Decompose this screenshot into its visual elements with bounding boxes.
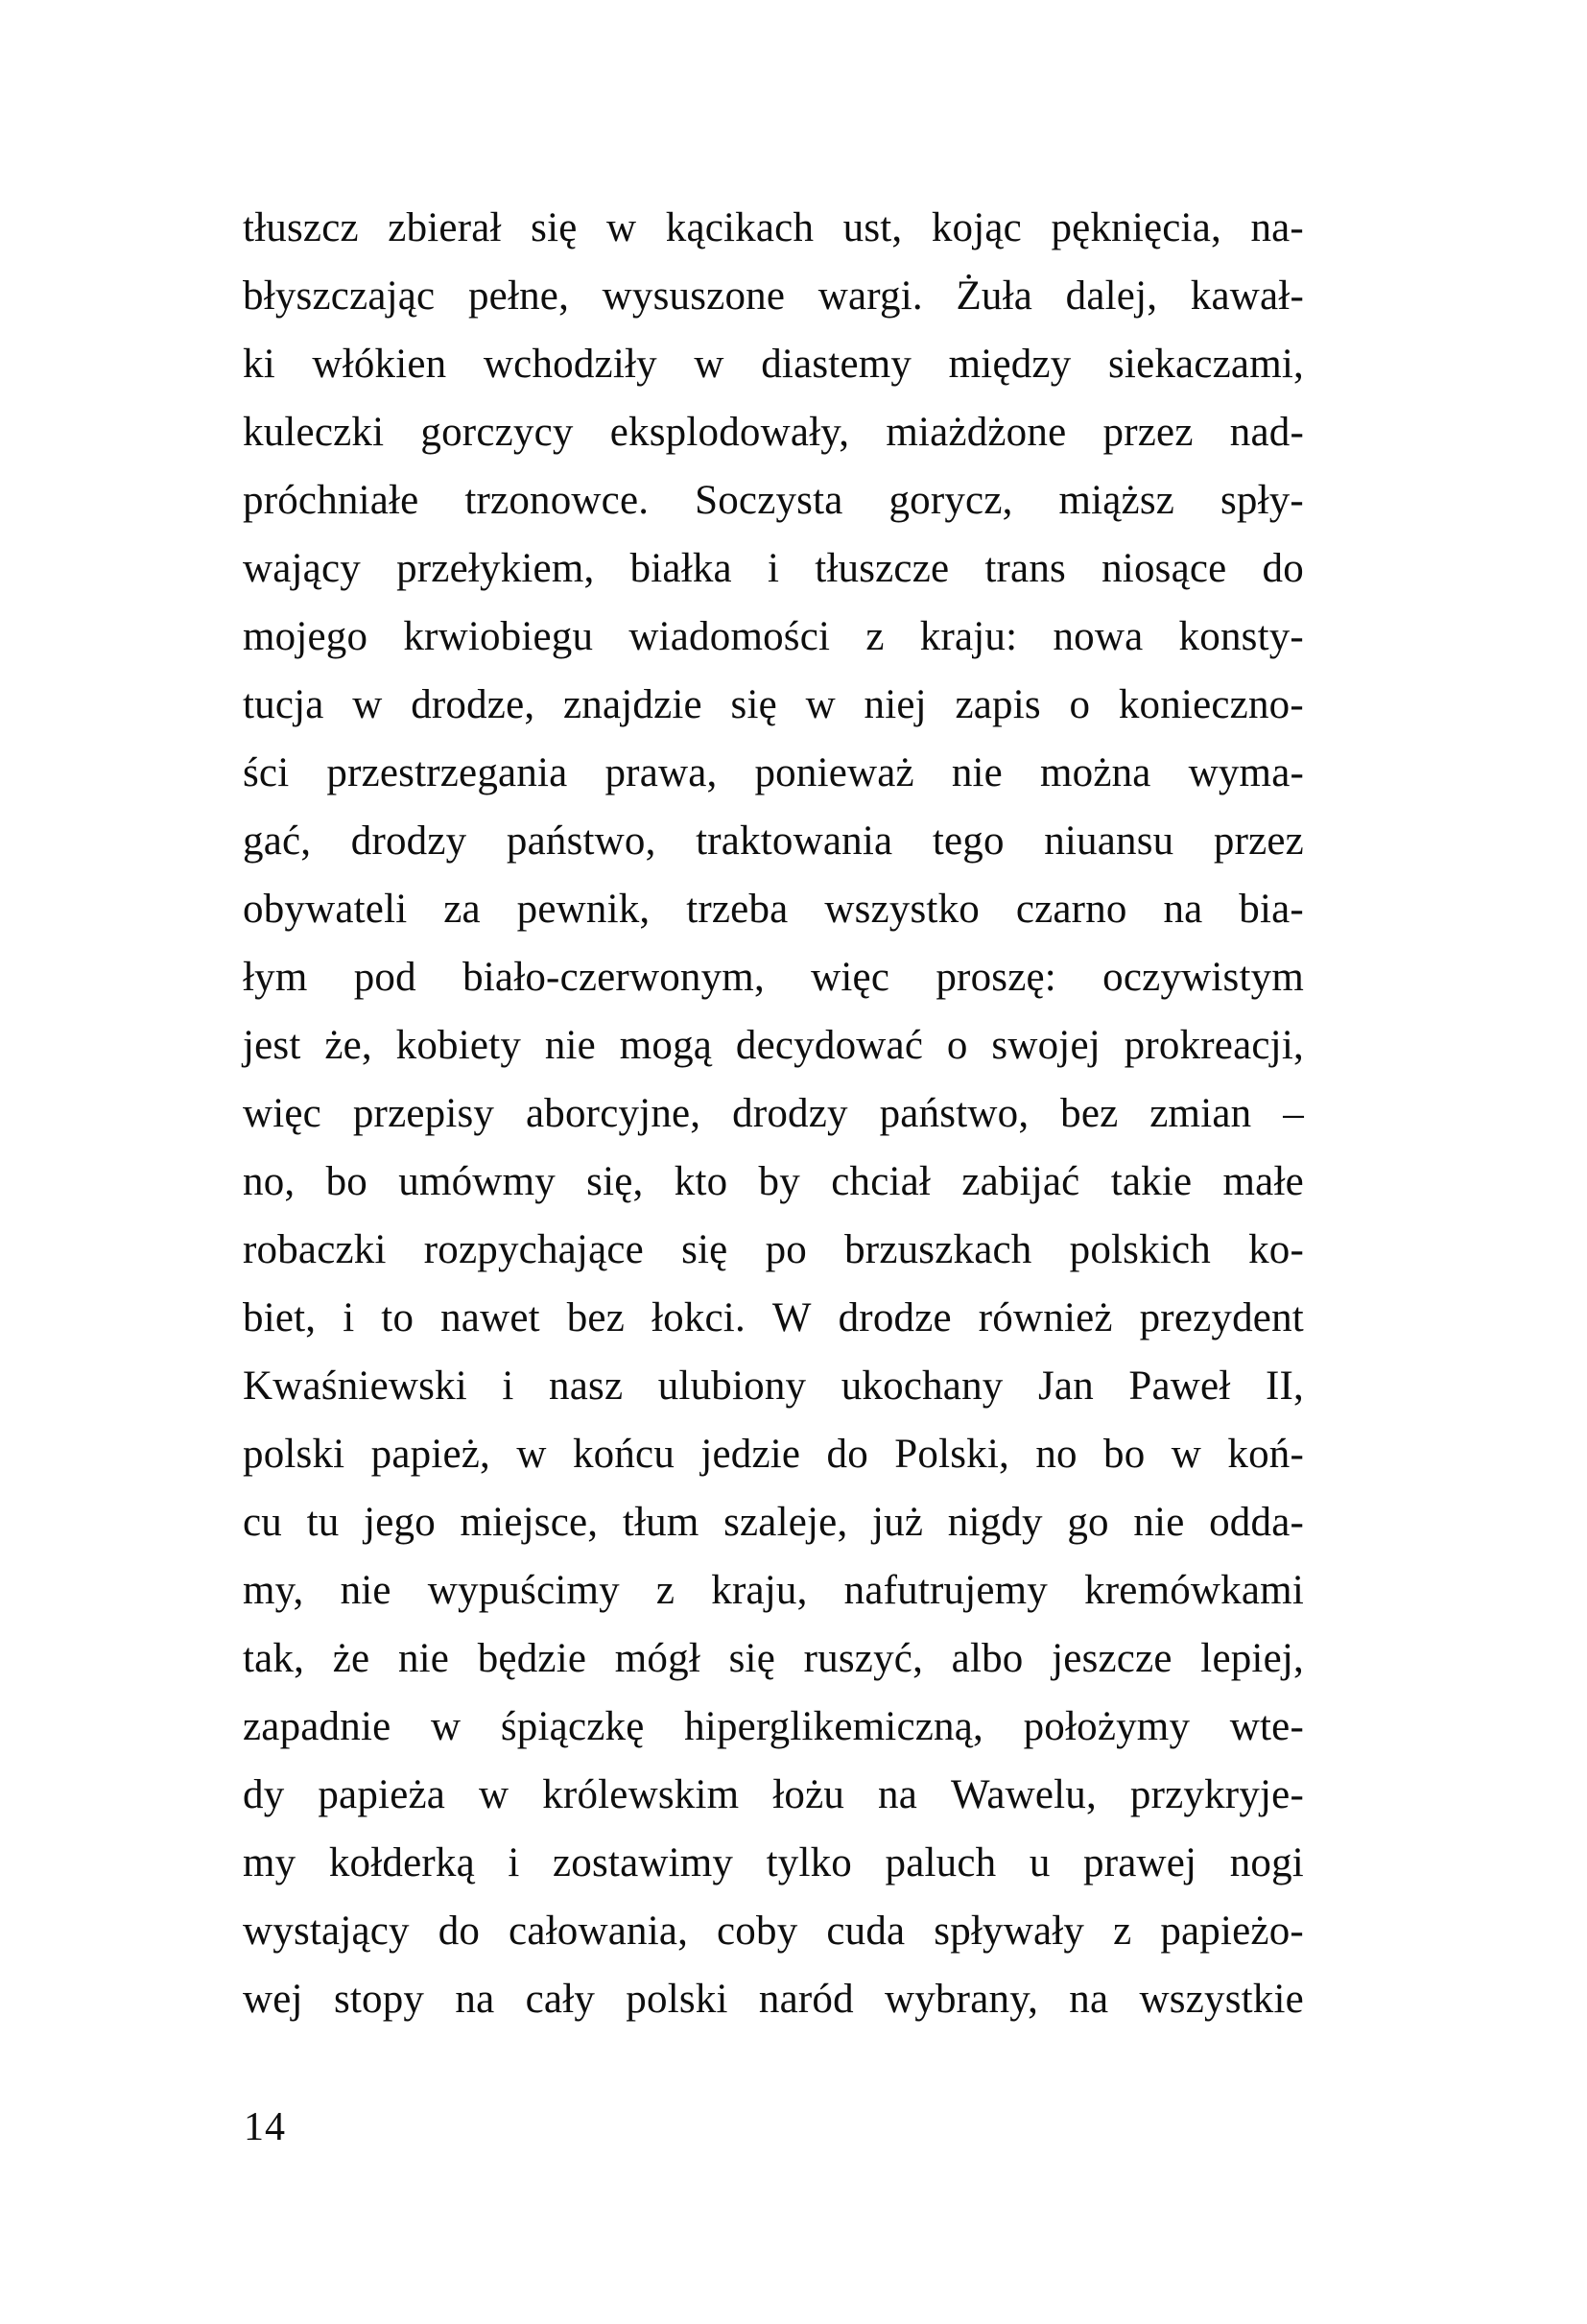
word: robaczki (243, 1227, 387, 1272)
word: drodzy (350, 818, 467, 864)
word: się, (586, 1159, 644, 1204)
word: bez (1060, 1091, 1119, 1136)
word: hiperglikemiczną, (684, 1704, 983, 1749)
word: ukochany (841, 1364, 1004, 1409)
word: i (502, 1364, 514, 1409)
word: prokreacji, (1124, 1023, 1304, 1068)
word: w (1171, 1432, 1202, 1477)
text-line (243, 1284, 1304, 1352)
word: z (1113, 1909, 1132, 1954)
word: ruszyć, (803, 1636, 924, 1681)
word: że, (324, 1023, 372, 1068)
word: trzonowce. (464, 478, 650, 523)
text-line (243, 1624, 1304, 1693)
word: eksplodowały, (609, 410, 850, 455)
word: ko- (1248, 1227, 1304, 1272)
text-line (243, 1079, 1304, 1148)
word: pod (353, 955, 416, 1000)
word: gać, (243, 818, 312, 864)
word: tłum (622, 1500, 699, 1545)
word: do (826, 1432, 868, 1477)
word: zostawimy (553, 1840, 734, 1885)
word: dy (243, 1772, 285, 1817)
word: nie (397, 1636, 450, 1681)
word: swojej (991, 1023, 1101, 1068)
word: państwo, (506, 818, 656, 864)
word: prawej (1083, 1840, 1197, 1885)
word: jeszcze (1052, 1636, 1172, 1681)
word: no (1035, 1432, 1078, 1477)
text-line (243, 398, 1304, 466)
word: my, (243, 1568, 304, 1613)
text-line (243, 1897, 1304, 1965)
word: nie (340, 1568, 391, 1613)
word: kawał- (1190, 273, 1304, 319)
word: zbierał (388, 205, 502, 250)
text-line (243, 603, 1304, 671)
word: traktowania (696, 818, 893, 864)
word: ści (243, 750, 290, 795)
text-line (243, 534, 1304, 603)
word: II, (1265, 1364, 1304, 1409)
word: to (381, 1295, 415, 1340)
word: stopy (333, 1977, 425, 2022)
text-line (243, 1761, 1304, 1829)
word: wargi. (817, 273, 923, 319)
word: również (978, 1295, 1113, 1340)
word: wypuścimy (427, 1568, 620, 1613)
text-line (243, 671, 1304, 739)
word: proszę: (936, 955, 1056, 1000)
text-line (243, 1420, 1304, 1488)
text-line (243, 1216, 1304, 1284)
text-line (243, 1488, 1304, 1556)
word: my (243, 1840, 296, 1885)
word: rozpychające (423, 1227, 644, 1272)
word: nawet (440, 1295, 540, 1340)
text-line (243, 739, 1304, 807)
word: do (1262, 546, 1304, 591)
word: odda- (1209, 1500, 1304, 1545)
word: go (1067, 1500, 1109, 1545)
word: białka (629, 546, 732, 591)
word: wszystkie (1139, 1977, 1304, 2022)
word: Polski, (894, 1432, 1009, 1477)
word: nie (951, 750, 1003, 795)
word: przez (1102, 410, 1194, 455)
word: wysuszone (602, 273, 786, 319)
word: kto (674, 1159, 728, 1204)
word: niosące (1101, 546, 1227, 591)
word: mógł (614, 1636, 700, 1681)
text-line (243, 1965, 1304, 2033)
text-line (243, 1352, 1304, 1420)
word: i (508, 1840, 520, 1885)
word: ust, (842, 205, 903, 250)
word: tucja (243, 682, 324, 727)
word: końcu (572, 1432, 675, 1477)
word: wający (243, 546, 361, 591)
word: aborcyjne, (525, 1091, 701, 1136)
word: po (765, 1227, 807, 1272)
word: wte- (1229, 1704, 1304, 1749)
word: gorczycy (420, 410, 574, 455)
word: Paweł (1128, 1364, 1231, 1409)
word: pełne, (467, 273, 570, 319)
word: jego (364, 1500, 436, 1545)
word: wej (243, 1977, 303, 2022)
word: przykryje- (1129, 1772, 1304, 1817)
word: konsty- (1178, 614, 1304, 659)
word: w (352, 682, 383, 727)
word: Kwaśniewski (243, 1364, 467, 1409)
word: wystający (243, 1909, 410, 1954)
word: dalej, (1065, 273, 1158, 319)
word: się (728, 1636, 775, 1681)
word: Jan (1037, 1364, 1094, 1409)
word: za (443, 887, 481, 932)
word: pewnik, (516, 887, 651, 932)
word: o (946, 1023, 968, 1068)
word: zapadnie (243, 1704, 391, 1749)
word: kącikach (665, 205, 815, 250)
word: wyma- (1188, 750, 1304, 795)
word: i (343, 1295, 355, 1340)
word: przez (1213, 818, 1304, 864)
word: nafutrujemy (843, 1568, 1049, 1613)
word: mojego (243, 614, 368, 659)
word: nad- (1229, 410, 1304, 455)
word: łym (243, 955, 308, 1000)
word: zapis (955, 682, 1041, 727)
word: próchniałe (243, 478, 419, 523)
text-line (243, 466, 1304, 534)
word: tłuszcze (815, 546, 950, 591)
word: kuleczki (243, 410, 385, 455)
word: w (694, 342, 724, 387)
word: bez (566, 1295, 626, 1340)
word: już (872, 1500, 924, 1545)
text-line (243, 1011, 1304, 1079)
word: u (1029, 1840, 1051, 1885)
word: na (1069, 1977, 1109, 2022)
word: oczywistym (1102, 955, 1304, 1000)
word: cały (525, 1977, 596, 2022)
word: nie (1133, 1500, 1185, 1545)
word: w (479, 1772, 509, 1817)
word: polski (626, 1977, 728, 2022)
word: wybrany, (885, 1977, 1039, 2022)
word: biet, (243, 1295, 317, 1340)
word: błyszczając (243, 273, 436, 319)
word: kraju, (711, 1568, 808, 1613)
word: tu (306, 1500, 340, 1545)
word: siekaczami, (1107, 342, 1304, 387)
word: ulubiony (657, 1364, 807, 1409)
word: polskich (1069, 1227, 1211, 1272)
word: tłuszcz (243, 205, 359, 250)
word: bia- (1239, 887, 1304, 932)
text-line (243, 330, 1304, 398)
word: śpiączkę (500, 1704, 645, 1749)
word: spły- (1220, 478, 1304, 523)
word: więc (243, 1091, 321, 1136)
word: kremówkami (1084, 1568, 1304, 1613)
word: W (771, 1295, 812, 1340)
word: się (730, 682, 777, 727)
word: szaleje, (723, 1500, 848, 1545)
word: spływały (934, 1909, 1085, 1954)
word: nasz (549, 1364, 624, 1409)
word: więc (811, 955, 890, 1000)
word: tego (932, 818, 1005, 864)
word: gorycz, (888, 478, 1013, 523)
word: paluch (885, 1840, 997, 1885)
word: ponieważ (754, 750, 914, 795)
word: koń- (1227, 1432, 1304, 1477)
word: chciał (831, 1159, 932, 1204)
word: kobiety (395, 1023, 522, 1068)
word: naród (758, 1977, 854, 2022)
word: na (455, 1977, 495, 2022)
word: takie (1110, 1159, 1193, 1204)
word: całowania, (509, 1909, 689, 1954)
word: miejsce, (460, 1500, 599, 1545)
word: by (758, 1159, 800, 1204)
word: miażdżone (886, 410, 1067, 455)
word: kołderką (328, 1840, 475, 1885)
word: i (767, 546, 780, 591)
word: przepisy (352, 1091, 495, 1136)
word: że (332, 1636, 370, 1681)
word: znajdzie (563, 682, 702, 727)
page-number: 14 (244, 2105, 286, 2149)
word: kraju: (919, 614, 1018, 659)
word: w (516, 1432, 547, 1477)
word: królewskim (542, 1772, 740, 1817)
word: prawa, (604, 750, 718, 795)
word: się (681, 1227, 728, 1272)
word: można (1039, 750, 1151, 795)
word: Soczysta (695, 478, 843, 523)
word: konieczno- (1118, 682, 1304, 727)
word: bo (325, 1159, 368, 1204)
word: decydować (735, 1023, 924, 1068)
word: drodze (838, 1295, 952, 1340)
text-line (243, 1693, 1304, 1761)
text-line (243, 1829, 1304, 1897)
word: ki (243, 342, 275, 387)
text-line (243, 943, 1304, 1011)
word: wchodziły (483, 342, 657, 387)
word: na (1163, 887, 1203, 932)
word: w (606, 205, 637, 250)
word: umówmy (398, 1159, 556, 1204)
word: kojąc (931, 205, 1022, 250)
word: niej (864, 682, 927, 727)
word: przestrzegania (326, 750, 568, 795)
word: czarno (1015, 887, 1127, 932)
text-line (243, 1556, 1304, 1624)
word: nowa (1053, 614, 1144, 659)
word: włókien (312, 342, 447, 387)
word: cu (243, 1500, 282, 1545)
word: trans (984, 546, 1066, 591)
text-line (243, 262, 1304, 330)
word: diastemy (761, 342, 912, 387)
word: bo (1103, 1432, 1146, 1477)
word: drodze, (411, 682, 535, 727)
word: z (655, 1568, 675, 1613)
word: łokci. (651, 1295, 746, 1340)
word: Wawelu, (950, 1772, 1097, 1817)
word: coby (717, 1909, 798, 1954)
word: będzie (477, 1636, 587, 1681)
word: drodzy (732, 1091, 848, 1136)
body-text (243, 194, 1304, 2033)
word: z (865, 614, 885, 659)
word: państwo, (879, 1091, 1030, 1136)
word: wszystko (824, 887, 980, 932)
text-line (243, 807, 1304, 875)
word: no, (243, 1159, 296, 1204)
word: polski (243, 1432, 345, 1477)
word: jedzie (700, 1432, 801, 1477)
word: – (1283, 1091, 1304, 1136)
word: przełykiem, (396, 546, 595, 591)
word: papieżo- (1160, 1909, 1304, 1954)
word: Żuła (956, 273, 1033, 319)
word: nigdy (947, 1500, 1043, 1545)
word: małe (1222, 1159, 1304, 1204)
text-line (243, 875, 1304, 943)
word: w (805, 682, 836, 727)
word: papieża (318, 1772, 446, 1817)
word: lepiej, (1200, 1636, 1304, 1681)
word: na (878, 1772, 918, 1817)
word: pęknięcia, (1051, 205, 1221, 250)
word: niuansu (1044, 818, 1174, 864)
word: zmian (1149, 1091, 1252, 1136)
word: miąższ (1058, 478, 1175, 523)
word: się (531, 205, 578, 250)
word: łożu (772, 1772, 845, 1817)
word: brzuszkach (844, 1227, 1032, 1272)
text-line (243, 1148, 1304, 1216)
word: biało-czerwonym, (462, 955, 765, 1000)
word: prezydent (1139, 1295, 1304, 1340)
word: na- (1250, 205, 1304, 250)
word: krwiobiegu (403, 614, 594, 659)
word: między (948, 342, 1072, 387)
word: wiadomości (628, 614, 831, 659)
word: zabijać (961, 1159, 1080, 1204)
word: papież, (370, 1432, 491, 1477)
word: do (438, 1909, 481, 1954)
word: albo (951, 1636, 1024, 1681)
word: tak, (243, 1636, 305, 1681)
text-line (243, 194, 1304, 262)
word: położymy (1023, 1704, 1191, 1749)
word: jest (243, 1023, 301, 1068)
word: nogi (1229, 1840, 1304, 1885)
word: trzeba (686, 887, 789, 932)
word: tylko (766, 1840, 853, 1885)
word: mogą (619, 1023, 713, 1068)
word: o (1069, 682, 1091, 727)
word: nie (544, 1023, 596, 1068)
word: obywateli (243, 887, 408, 932)
word: w (431, 1704, 462, 1749)
word: cuda (826, 1909, 906, 1954)
